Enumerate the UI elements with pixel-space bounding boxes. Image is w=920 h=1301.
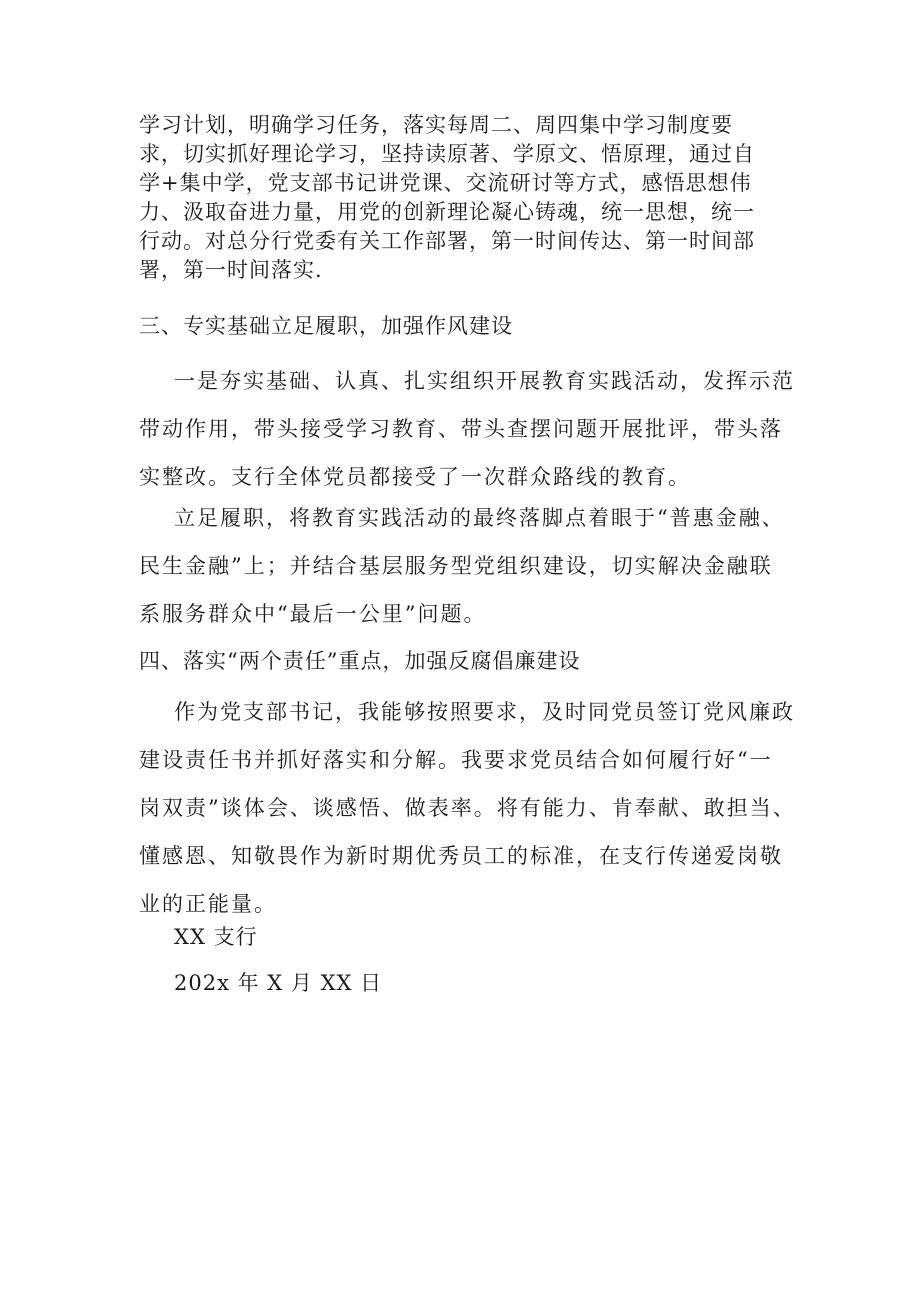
paragraph-line: 懂感恩、知敬畏作为新时期优秀员工的标准，在支行传递爱岗敬 bbox=[139, 844, 783, 868]
paragraph-line: 建设责任书并抓好落实和分解。我要求党员结合如何履行好“一 bbox=[139, 748, 773, 772]
paragraph-line: 行动。对总分行党委有关工作部署，第一时间传达、第一时间部 bbox=[139, 229, 755, 253]
paragraph-line: 学习计划，明确学习任务，落实每周二、周四集中学习制度要 bbox=[139, 113, 733, 137]
paragraph-line: 带动作用，带头接受学习教育、带头查摆问题开展批评，带头落 bbox=[139, 417, 783, 441]
paragraph-line: 业的正能量。 bbox=[139, 892, 277, 916]
paragraph-line: 作为党支部书记，我能够按照要求，及时同党员签订党风廉政 bbox=[174, 700, 795, 724]
section-three-paragraph-1 bbox=[139, 357, 795, 501]
paragraph-line: 立足履职，将教育实践活动的最终落脚点着眼于“普惠金融、 bbox=[174, 506, 785, 530]
signature-organization: XX 支行 bbox=[174, 925, 258, 949]
section-three-heading: 三、专实基础立足履职，加强作风建设 bbox=[139, 314, 513, 338]
paragraph-line: 岗双责”谈体会、谈感悟、做表率。将有能力、肯奉献、敢担当、 bbox=[139, 796, 796, 820]
paragraph-line: 力、汲取奋进力量，用党的创新理论凝心铸魂，统一思想，统一 bbox=[139, 200, 755, 224]
section-four-heading: 四、落实“两个责任”重点，加强反腐倡廉建设 bbox=[139, 649, 581, 673]
section-three-paragraph-2 bbox=[139, 494, 789, 638]
paragraph-line: 民生金融”上；并结合基层服务型党组织建设，切实解决金融联 bbox=[139, 554, 773, 578]
paragraph-line: 一是夯实基础、认真、扎实组织开展教育实践活动，发挥示范 bbox=[174, 369, 795, 393]
paragraph-line: 学+集中学，党支部书记讲党课、交流研讨等方式，感悟思想伟 bbox=[139, 171, 752, 195]
paragraph-line: 署，第一时间落实. bbox=[139, 258, 323, 282]
signature-date: 202x 年 X 月 XX 日 bbox=[174, 971, 383, 995]
continuation-paragraph bbox=[139, 111, 789, 285]
section-four-paragraph-1 bbox=[139, 688, 796, 928]
paragraph-line: 系服务群众中“最后一公里”问题。 bbox=[139, 602, 487, 626]
paragraph-line: 实整改。支行全体党员都接受了一次群众路线的教育。 bbox=[139, 465, 691, 489]
paragraph-line: 求，切实抓好理论学习，坚持读原著、学原文、悟原理，通过自 bbox=[139, 142, 755, 166]
